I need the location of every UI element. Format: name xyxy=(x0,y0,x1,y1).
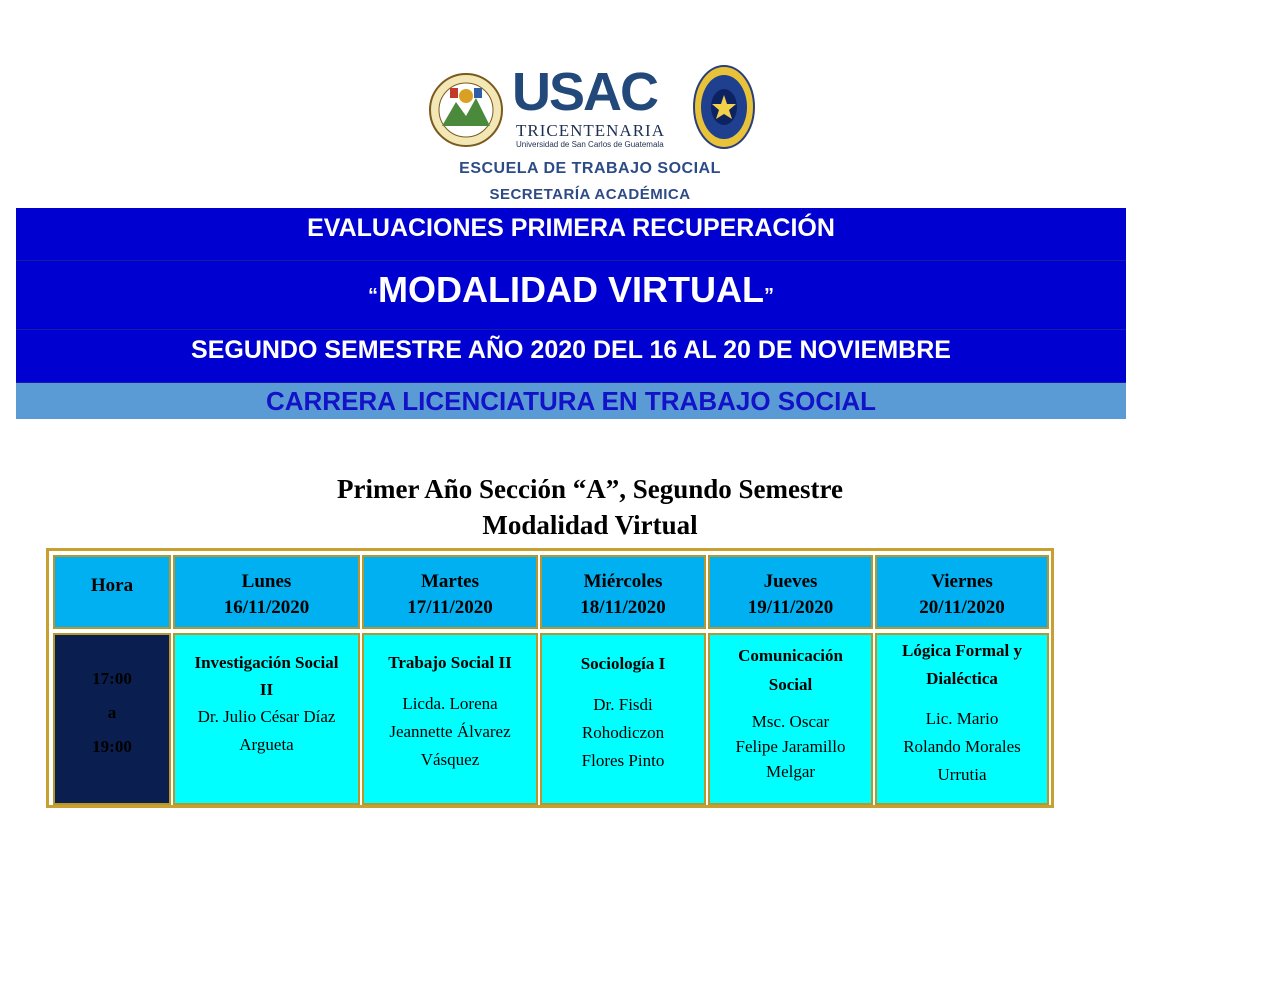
modality-text: MODALIDAD VIRTUAL xyxy=(378,269,764,310)
schedule-table xyxy=(46,548,1054,808)
day-name: Viernes xyxy=(931,571,993,592)
day-name: Lunes xyxy=(241,571,292,592)
banner-career: CARRERA LICENCIATURA EN TRABAJO SOCIAL xyxy=(16,383,1126,419)
session-thursday xyxy=(708,633,873,805)
day-name: Martes xyxy=(420,571,480,592)
session-tuesday xyxy=(362,633,538,805)
header-day-thursday xyxy=(708,555,873,629)
professor-line: Vásquez xyxy=(420,750,480,769)
professor-line: Felipe Jaramillo xyxy=(735,737,846,756)
subject-line: Dialéctica xyxy=(926,669,998,688)
section-title: Primer Año Sección “A”, Segundo Semestre xyxy=(337,474,843,504)
header-day-tuesday xyxy=(362,555,538,629)
day-date: 20/11/2020 xyxy=(919,597,1005,618)
subject-line: Trabajo Social II xyxy=(388,653,512,672)
header-hora xyxy=(53,555,171,629)
professor-line: Flores Pinto xyxy=(581,751,665,770)
day-date: 19/11/2020 xyxy=(747,597,834,618)
hora-label: Hora xyxy=(90,575,134,596)
professor-line: Urrutia xyxy=(937,765,987,784)
time-slot-cell xyxy=(53,633,171,805)
title-banner xyxy=(16,208,1126,419)
session-monday xyxy=(173,633,360,805)
banner-semester-dates: SEGUNDO SEMESTRE AÑO 2020 DEL 16 AL 20 DE NOVIEMBRE xyxy=(16,330,1126,383)
university-name: Universidad de San Carlos de Guatemala xyxy=(516,140,664,149)
day-name: Jueves xyxy=(763,571,818,592)
time-end: 19:00 xyxy=(92,737,132,756)
subject-line: Lógica Formal y xyxy=(902,641,1022,660)
day-name: Miércoles xyxy=(583,571,663,592)
professor-line: Melgar xyxy=(765,762,816,781)
day-date: 17/11/2020 xyxy=(407,597,493,618)
header-day-wednesday xyxy=(540,555,706,629)
time-sep: a xyxy=(107,703,117,722)
professor-line: Msc. Oscar xyxy=(751,712,830,731)
subject-line: Sociología I xyxy=(580,654,666,673)
professor-line: Dr. Julio César Díaz xyxy=(197,707,336,726)
time-start: 17:00 xyxy=(55,669,169,689)
close-quote: ” xyxy=(763,285,774,307)
office-name: SECRETARÍA ACADÉMICA xyxy=(489,186,691,203)
banner-evaluations-title: EVALUACIONES PRIMERA RECUPERACIÓN xyxy=(16,208,1126,261)
session-friday xyxy=(875,633,1049,805)
usac-wordmark: USAC xyxy=(512,62,658,122)
school-name: ESCUELA DE TRABAJO SOCIAL xyxy=(459,160,721,177)
logo-group xyxy=(428,62,758,152)
professor-line: Lic. Mario xyxy=(925,709,999,728)
professor-line: Jeannette Álvarez xyxy=(389,722,511,741)
usac-seal-logo xyxy=(428,72,504,148)
subject-line: Investigación Social xyxy=(194,653,339,672)
subject-line: Social xyxy=(768,675,813,694)
header-day-friday xyxy=(875,555,1049,629)
session-wednesday xyxy=(540,633,706,805)
subject-line: Comunicación xyxy=(738,646,843,665)
professor-line: Argueta xyxy=(239,735,294,754)
section-modality: Modalidad Virtual xyxy=(482,510,698,540)
professor-line: Rohodiczon xyxy=(581,723,665,742)
day-date: 18/11/2020 xyxy=(580,597,666,618)
open-quote: “ xyxy=(368,285,379,307)
banner-modality xyxy=(16,261,1126,330)
professor-line: Rolando Morales xyxy=(903,737,1021,756)
professor-line: Licda. Lorena xyxy=(402,694,498,713)
professor-line: Dr. Fisdi xyxy=(593,695,653,714)
day-date: 16/11/2020 xyxy=(223,597,310,618)
time-slot xyxy=(55,669,169,757)
tricentenaria-label: TRICENTENARIA xyxy=(516,121,665,140)
trabajo-social-seal-logo xyxy=(692,64,756,150)
subject-line: II xyxy=(259,680,274,699)
header-day-monday xyxy=(173,555,360,629)
